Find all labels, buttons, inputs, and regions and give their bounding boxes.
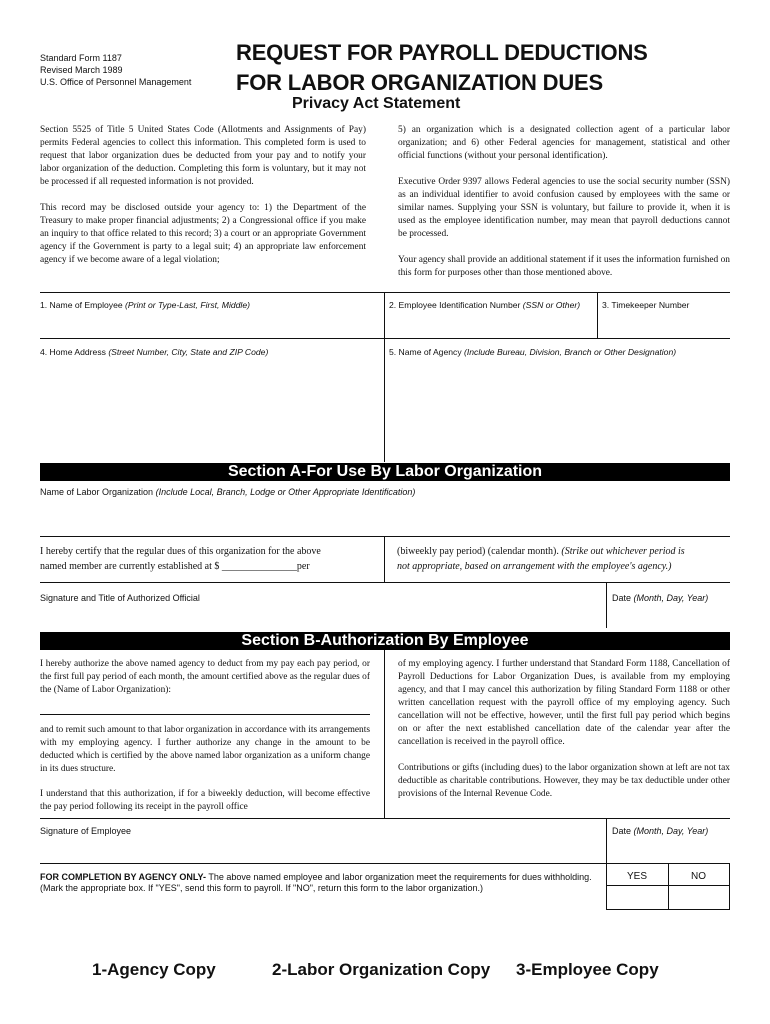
form-title — [236, 38, 648, 98]
pay-period-hint: not appropriate, based on arrangement with the employee's agency.) — [397, 561, 672, 572]
privacy-paragraph: Section 5525 of Title 5 United States Code (Allotments and Assignments of Pay) permits Federal agencies to collect this information. This completed form is used to request that labor organization dues be deducted from your pay and to notify your labor organization of the deduction. Completing this form is voluntary, but it may not be processed if all requested information is not provided. — [40, 125, 366, 187]
agency-only-statement — [40, 872, 595, 894]
employee-name-field[interactable]: 1. Name of Employee (Print or Type-Last, First, Middle) — [40, 300, 250, 310]
divider — [606, 582, 607, 628]
employee-copy-label: 3-Employee Copy — [516, 960, 659, 979]
yes-label: YES — [626, 871, 647, 882]
divider — [606, 818, 607, 863]
employee-date-field[interactable]: Date (Month, Day, Year) — [612, 826, 709, 836]
no-checkbox[interactable] — [669, 886, 729, 909]
divider — [40, 292, 730, 293]
authorization-right-column — [398, 658, 730, 801]
no-label: NO — [691, 871, 706, 882]
divider — [40, 338, 730, 339]
pay-period-selection[interactable] — [397, 544, 732, 574]
labor-organization-name-input[interactable] — [40, 714, 370, 715]
home-address-field[interactable]: 4. Home Address (Street Number, City, State and ZIP Code) — [40, 347, 269, 357]
divider — [597, 292, 598, 338]
pay-period-hint: (Strike out whichever period is — [561, 546, 685, 557]
form-title-line-1: REQUEST FOR PAYROLL DEDUCTIONS — [236, 40, 648, 65]
official-signature-field[interactable]: Signature and Title of Authorized Official — [40, 593, 200, 603]
agency-name-field[interactable]: 5. Name of Agency (Include Bureau, Division, Branch or Other Designation) — [389, 347, 677, 357]
section-a-header: Section A-For Use By Labor Organization — [40, 463, 730, 481]
form-number: Standard Form 1187 — [40, 53, 122, 63]
divider — [40, 582, 730, 583]
privacy-paragraph: 5) an organization which is a designated collection agent of a particular labor organization; and 6) other Federal agencies for management, statistical and other official functions (without your personal identification). — [398, 125, 730, 161]
divider — [384, 650, 385, 818]
authorization-paragraph: of my employing agency. I further understand that Standard Form 1188, Cancellation of Payroll Deductions for Labor Organization Dues, is available from my employing agency, and that I may cancel this authorization by filing Standard Form 1188 or other written cancellation request with the payroll office of my employing agency. Such cancellation will not be effective, however, until the first full pay period which begins on or after the next established cancellation date of the calendar year after the cancellation is received in the payroll office. — [398, 659, 730, 747]
privacy-left-column — [40, 124, 366, 267]
divider — [40, 863, 730, 864]
authorization-left-column-2 — [40, 724, 370, 814]
divider — [40, 818, 730, 819]
divider — [40, 536, 730, 537]
employee-id-field[interactable]: 2. Employee Identification Number (SSN or Other) — [389, 300, 581, 310]
employee-signature-field[interactable]: Signature of Employee — [40, 826, 132, 836]
divider — [384, 292, 385, 462]
form-identification — [40, 52, 191, 88]
agency-copy-label: 1-Agency Copy — [92, 960, 216, 979]
section-b-header: Section B-Authorization By Employee — [40, 632, 730, 650]
authorization-paragraph: I hereby authorize the above named agency to deduct from my pay each pay period, or the first full pay period of each month, the amount certified above as the regular dues of the (Name of Labor Organization): — [40, 659, 370, 695]
certification-text: per — [296, 561, 310, 572]
authorization-paragraph: I understand that this authorization, if for a biweekly deduction, will become effective the pay period following its receipt in the payroll office — [40, 789, 370, 812]
authorization-paragraph: and to remit such amount to that labor organization in accordance with its arrangements with my employing agency. I further authorize any change in the amount to be deducted which is certified by the above named labor organization as a uniform change in its dues structure. — [40, 725, 370, 774]
privacy-paragraph: Your agency shall provide an additional statement if it uses the information furnished on this form for purposes other than those mentioned above. — [398, 255, 730, 278]
divider — [384, 536, 385, 582]
divider — [606, 909, 730, 910]
yes-checkbox[interactable] — [607, 886, 668, 909]
issuing-agency: U.S. Office of Personnel Management — [40, 77, 192, 87]
privacy-paragraph: This record may be disclosed outside your agency to: 1) the Department of the Treasury to make proper financial adjustments; 2) a Congressional office if you make an inquiry to that office related to this record; 3) a court or an appropriate Government agency if the Government is party to a legal suit; 4) an appropriate law enforcement agency if we become aware of a legal violation; — [40, 203, 366, 265]
authorization-left-column — [40, 658, 370, 697]
labor-organization-field[interactable]: Name of Labor Organization (Include Local, Branch, Lodge or Other Appropriate Identification) — [40, 487, 416, 497]
certification-text: I hereby certify that the regular dues of this organization for the above — [40, 546, 321, 557]
privacy-act-title: Privacy Act Statement — [292, 95, 461, 112]
form-title-line-2: FOR LABOR ORGANIZATION DUES — [236, 70, 603, 95]
timekeeper-number-field[interactable]: 3. Timekeeper Number — [602, 300, 690, 310]
dues-amount-input[interactable]: _______________ — [221, 561, 297, 572]
revision-date: Revised March 1989 — [40, 65, 123, 75]
agency-only-lead: FOR COMPLETION BY AGENCY ONLY- — [40, 872, 207, 882]
official-date-field[interactable]: Date (Month, Day, Year) — [612, 593, 709, 603]
privacy-paragraph: Executive Order 9397 allows Federal agencies to use the social security number (SSN) as an individual identifier to avoid confusion caused by employees with the same or similar names. Supplying your SSN is voluntary, but failure to provide it, when it is used as the employee identification number, may mean that payroll deductions cannot be processed. — [398, 177, 730, 239]
dues-certification — [40, 544, 380, 574]
pay-period-options[interactable]: (biweekly pay period) (calendar month). — [397, 546, 559, 557]
labor-organization-copy-label: 2-Labor Organization Copy — [272, 960, 491, 979]
agency-only-text: The above named employee and labor organization meet the requirements for dues withholding. (Mark the appropriate box. If "YES", send this form to payroll. If "NO", return this form to the labor organization.) — [40, 872, 592, 893]
divider — [729, 863, 730, 909]
authorization-paragraph: Contributions or gifts (including dues) to the labor organization shown at left are not tax deductible as charitable contributions. However, they may be tax deductible under other provisions of the Internal Revenue Code. — [398, 763, 730, 799]
privacy-right-column — [398, 124, 730, 280]
certification-text: named member are currently established at $ — [40, 561, 220, 572]
